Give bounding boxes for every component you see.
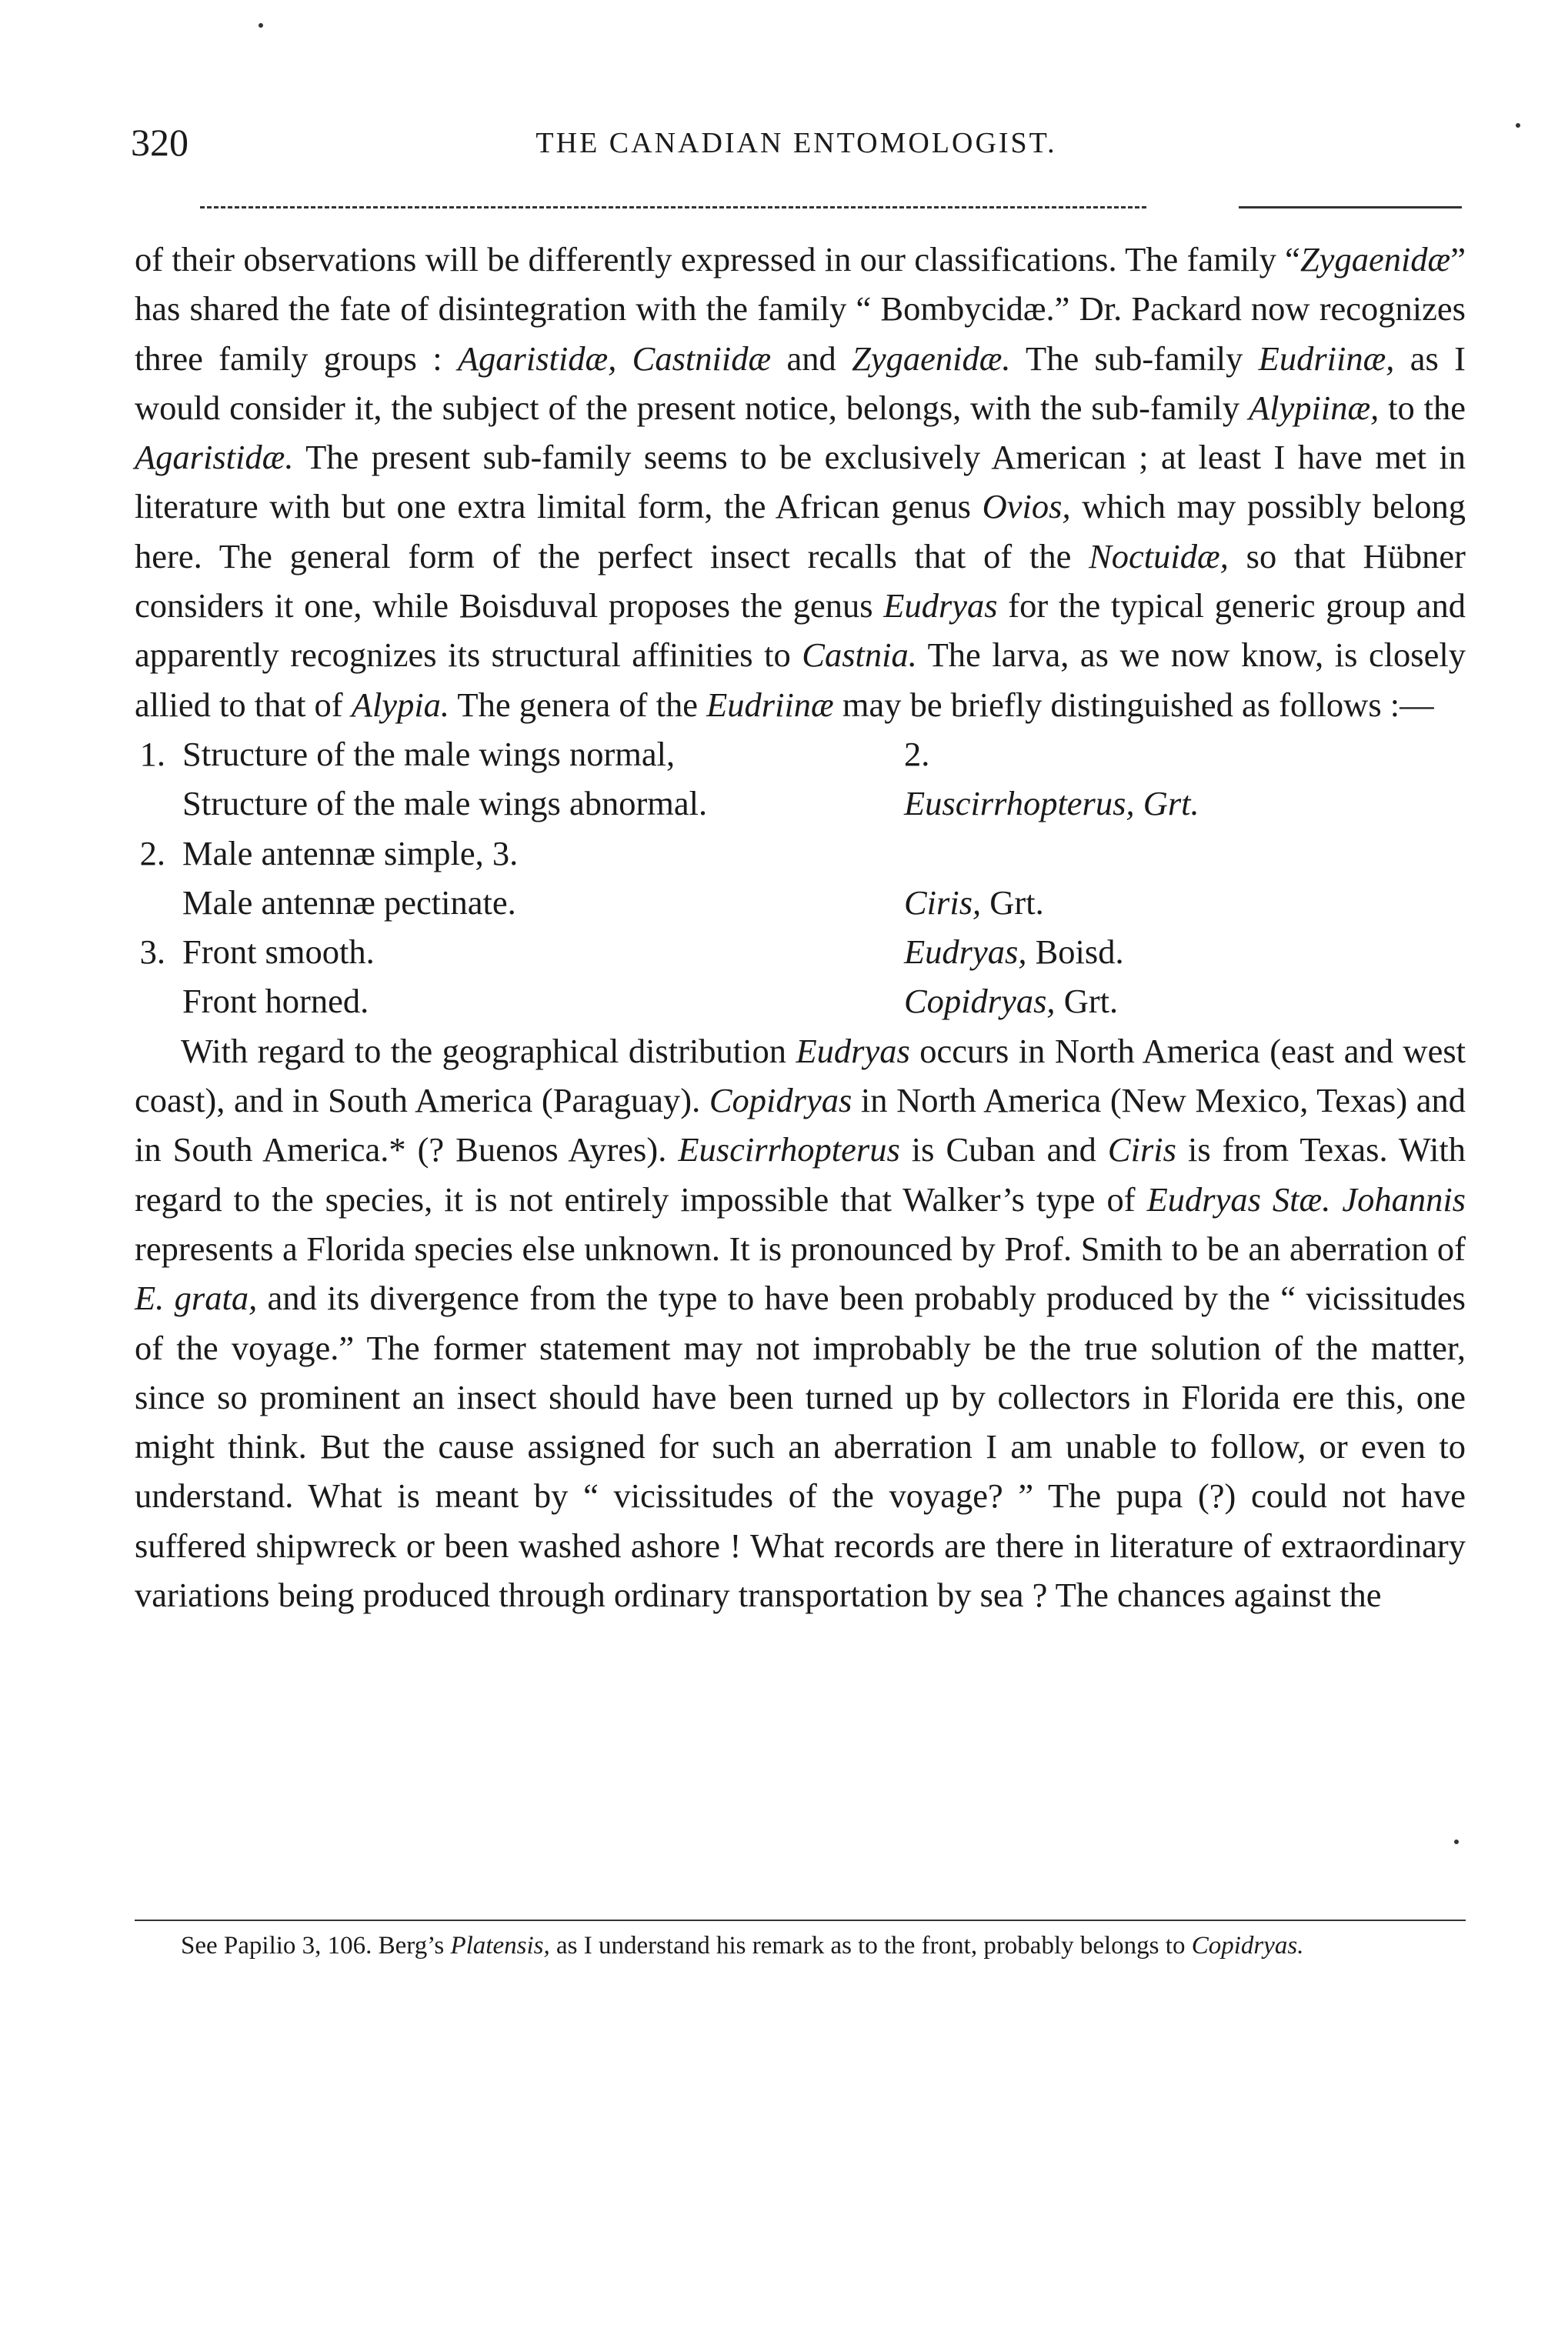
footnote: See Papilio 3, 106. Berg’s Platensis, as I understand his remark as to the front, probably belongs to Copidryas. (181, 1932, 1304, 1960)
italic-run: Ovios, (982, 487, 1071, 526)
key-condition: Structure of the male wings normal, (182, 734, 676, 773)
italic-run: Platensis, (450, 1932, 550, 1960)
header-rule (1239, 206, 1462, 208)
key-row (135, 927, 1466, 976)
italic-run: E. grata, (135, 1279, 258, 1318)
key-number: 2. (139, 833, 165, 872)
italic-run: Alypia. (351, 685, 450, 724)
key-row (135, 976, 1466, 1026)
italic-run: Eudryas Stæ. Johannis (1146, 1179, 1466, 1219)
paragraph: With regard to the geographical distribution Eudryas occurs in North America (east and west coast), and in South America (Paraguay). Copidryas in North America (New Mexico, Texas) and in South America.* (? Buenos Ayres). Euscirrhopterus is Cuban and Ciris is from Texas. With regard to the species, it is not entirely impossible that Walker’s type of Eudryas Stæ. Johannis represents a Florida species else unknown. It is pronounced by Prof. Smith to be an aberration of E. grata, and its divergence from the type to have been probably produced by the “ vicissitudes of the voyage.” The former statement may not improbably be the true solution of the matter, since so prominent an insect should have been turned up by collectors in Florida ere this, one might think. But the cause assigned for such an aberration I am unable to follow, or even to understand. What is meant by “ vicissitudes of the voyage? ” The pupa (?) could not have suffered shipwreck or been washed ashore ! What records are there in literature of extraordinary variations being produced through ordinary transportation by sea ? The chances against the (135, 1031, 1466, 1615)
header-rule (200, 206, 1146, 208)
key-condition: Male antennæ pectinate. (182, 882, 516, 922)
italic-run: Eudryas (883, 586, 998, 625)
italic-run: Copidryas (709, 1081, 852, 1120)
key-row (135, 829, 1466, 878)
italic-run: Agaristidæ. (135, 438, 294, 477)
italic-run: Agaristidæ, Castniidæ (457, 339, 772, 378)
page-header (131, 115, 1462, 177)
key-condition: Front horned. (182, 982, 369, 1021)
paragraph: of their observations will be differently expressed in our classifications. The family “Zygaenidæ” has shared the fate of disintegration with the family “ Bombycidæ.” Dr. Packard now recognizes three family groups : Agaristidæ, Castniidæ and Zygaenidæ. The sub-family Eudriinæ, as I would consider it, the subject of the present notice, belongs, with the sub-family Alypiinæ, to the Agaristidæ. The present sub-family seems to be exclusively American ; at least I have met in literature with but one extra limital form, the African genus Ovios, which may possibly belong here. The general form of the perfect insect recalls that of the Noctuidæ, so that Hübner considers it one, while Boisduval proposes the genus Eudryas for the typical generic group and apparently recognizes its structural affinities to Castnia. The larva, as we now know, is closely allied to that of Alypia. The genera of the Eudriinæ may be briefly distinguished as follows :— (135, 240, 1466, 724)
speck-mark (1454, 1840, 1459, 1844)
key-result (904, 779, 1466, 828)
key-result: Copidryas, Grt. (904, 982, 1119, 1021)
key-condition: Male antennæ simple, 3. (182, 833, 519, 872)
key-row (135, 878, 1466, 927)
footnote-rule (135, 1920, 1466, 1921)
italic-run: Castnia. (802, 635, 917, 675)
page-number: 320 (131, 121, 188, 164)
key-number: 3. (139, 932, 165, 972)
italic-run: Copidryas. (1191, 1932, 1304, 1960)
italic-run: Eudryas, (904, 932, 1027, 972)
key-result: Ciris, Grt. (904, 882, 1044, 922)
key-result: 2. (904, 734, 930, 773)
italic-run: Ciris (1107, 1130, 1176, 1169)
italic-run: Alypiinæ, (1248, 388, 1380, 427)
italic-run: Eudriinæ, (1258, 339, 1395, 378)
italic-run: Noctuidæ, (1089, 536, 1229, 575)
italic-run: Zygaenidæ. (852, 339, 1011, 378)
italic-run: Zygaenidæ (1299, 240, 1451, 279)
key-result: Eudryas, Boisd. (904, 932, 1124, 972)
body-text (135, 235, 1466, 1619)
key-condition: Front smooth. (182, 932, 375, 972)
italic-run: Ciris, (904, 882, 982, 922)
running-head: THE CANADIAN ENTOMOLOGIST. (535, 127, 1057, 159)
genera-key (135, 729, 1466, 1026)
italic-run: Eudryas (796, 1031, 910, 1070)
speck-mark (1516, 123, 1520, 128)
key-row (135, 779, 1466, 828)
italic-run: Euscirrhopterus, Grt. (904, 784, 1199, 823)
key-condition: Structure of the male wings abnormal. (182, 784, 708, 823)
italic-run: Copidryas, (904, 982, 1056, 1021)
key-row (135, 729, 1466, 779)
key-number: 1. (139, 734, 165, 773)
speck-mark (259, 23, 263, 28)
italic-run: Eudriinæ (706, 685, 834, 724)
italic-run: Euscirrhopterus (678, 1130, 900, 1169)
